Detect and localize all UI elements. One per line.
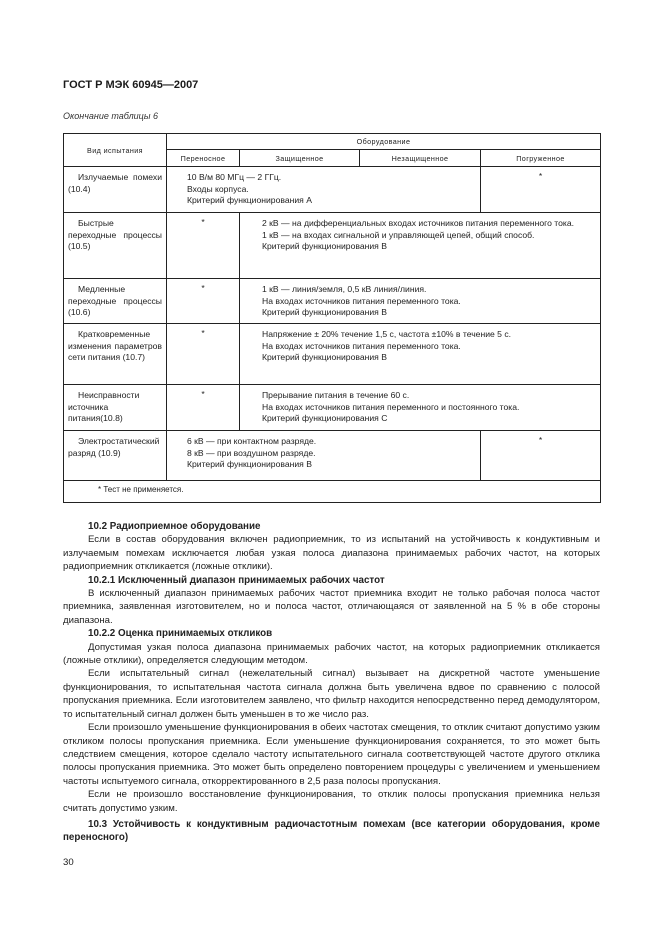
requirements: 1 кВ — линия/земля, 0,5 кВ линия/линия. На входах источников питания переменного тока. Критерий функционирования В	[240, 279, 601, 324]
col-header-submerged: Погруженное	[481, 150, 601, 167]
test-name: Медленные переходные процессы (10.6)	[64, 279, 167, 324]
paragraph: Если испытательный сигнал (нежелательный сигнал) вызывает на дискретной частоте уменьшение функционирования, то испытательная частота сигнала должна быть увеличена вдвое по сравнению с полосой пропускания приемника. Если изготовителем заявлено, что фильтр находится непосредственно перед демодулятором, то испытательный сигнал должен быть уменьшен в то же число раз.	[63, 668, 600, 720]
page-number: 30	[63, 857, 74, 868]
test-name: Излучаемые помехи (10.4)	[64, 167, 167, 213]
table-caption: Окончание таблицы 6	[63, 111, 158, 121]
test-name: Электростатический разряд (10.9)	[64, 431, 167, 481]
col-header-equipment: Оборудование	[167, 134, 601, 150]
test-name: Быстрые переходные процессы (10.5)	[64, 213, 167, 279]
col-header-unprotected: Незащищенное	[360, 150, 481, 167]
table-footnote: * Тест не применяется.	[64, 481, 601, 503]
requirements: 6 кВ — при контактном разряде. 8 кВ — при воздушном разряде. Критерий функционирования В	[167, 431, 481, 481]
not-applicable-mark: *	[167, 324, 240, 385]
requirements: 10 В/м 80 МГц — 2 ГГц. Входы корпуса. Критерий функционирования А	[167, 167, 481, 213]
requirements: Напряжение ± 20% течение 1,5 с, частота ±10% в течение 5 с. На входах источников питания переменного тока. Критерий функционирования В	[240, 324, 601, 385]
section-heading: 10.2.1 Исключенный диапазон принимаемых рабочих частот	[88, 574, 385, 586]
table-row	[64, 431, 601, 481]
table-row	[64, 324, 601, 385]
test-name: Неисправности источника питания(10.8)	[64, 385, 167, 431]
test-table	[63, 133, 601, 503]
table-row	[64, 279, 601, 324]
section-heading: 10.3 Устойчивость к кондуктивным радиочастотным помехам (все категории оборудования, кроме переносного)	[63, 818, 600, 844]
col-header-portable: Переносное	[167, 150, 240, 167]
section-heading: 10.2.2 Оценка принимаемых откликов	[88, 628, 273, 640]
paragraph: Если в состав оборудования включен радиоприемник, то из испытаний на устойчивость к кондуктивным и излучаемым помехам исключается любая узкая полоса диапазона принимаемых рабочих частот, на которых радиоприемник откликается (ложные отклики).	[63, 534, 600, 573]
paragraph: В исключенный диапазон принимаемых рабочих частот приемника входит не только рабочая полоса частот приемника, заявленная изготовителем, но и полоса частот, отличающаяся от заявленной на 5 % в обе стороны диапазона.	[63, 588, 600, 626]
test-name: Кратковременные изменения параметров сети питания (10.7)	[64, 324, 167, 385]
not-applicable-mark: *	[481, 167, 601, 213]
not-applicable-mark: *	[167, 385, 240, 431]
requirements: 2 кВ — на дифференциальных входах источников питания переменного тока. 1 кВ — на входах сигнальной и управляющей цепей, общий способ. Критерий функционирования В	[240, 213, 601, 279]
paragraph: Если произошло уменьшение функционирования в обеих частотах смещения, то отклик считают допустимо узким откликом полосы пропускания приемника. Если уменьшение функционирования сохраняется, то это может быть следствием смещения, которое сделало частоту испытательного сигнала соответствующей частоте другого отклика полосы пропускания приемника. Это может быть определено повторением процедуры с увеличением и уменьшением частоты испытуемого сигнала, откорректированного в 2,5 раза полосы пропускания.	[63, 722, 600, 787]
col-header-protected: Защищенное	[240, 150, 360, 167]
not-applicable-mark: *	[167, 279, 240, 324]
paragraph: Если не произошло восстановление функционирования, то отклик полосы пропускания приемника нельзя считать допустимо узким.	[63, 789, 600, 814]
document-body	[63, 520, 600, 845]
col-header-test: Вид испытания	[64, 134, 167, 167]
table-row	[64, 167, 601, 213]
paragraph: Допустимая узкая полоса диапазона принимаемых рабочих частот, на которых радиоприемник откликается (ложные отклики), определяется следующим методом.	[63, 641, 600, 667]
requirements: Прерывание питания в течение 60 с. На входах источников питания переменного и постоянного тока. Критерий функционирования С	[240, 385, 601, 431]
table-row	[64, 213, 601, 279]
not-applicable-mark: *	[167, 213, 240, 279]
section-heading: 10.2 Радиоприемное оборудование	[88, 521, 261, 532]
not-applicable-mark: *	[481, 431, 601, 481]
table-row	[64, 385, 601, 431]
document-header: ГОСТ Р МЭК 60945—2007	[63, 79, 199, 91]
